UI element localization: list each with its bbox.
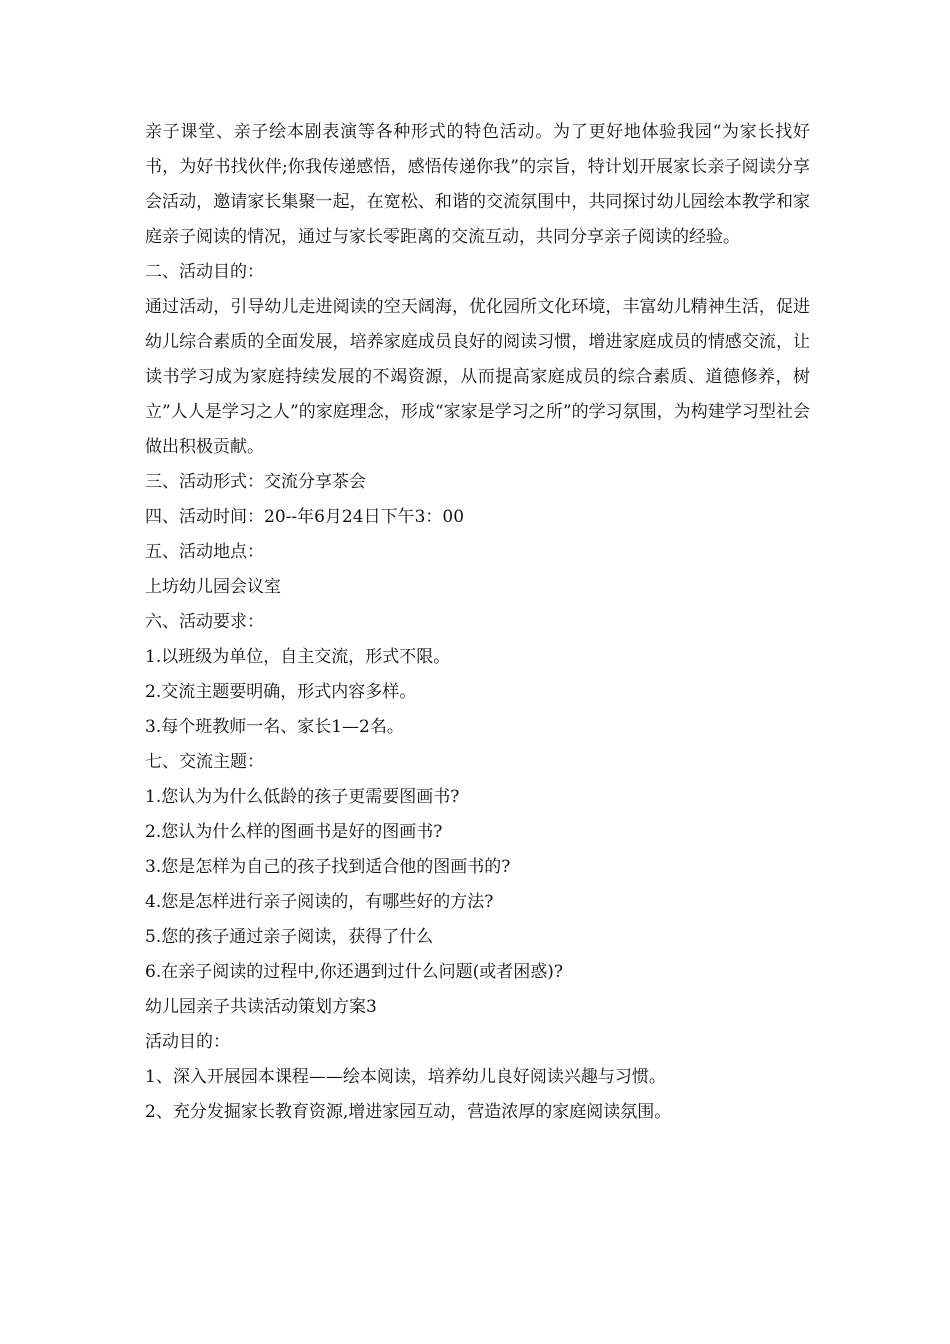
topic-item: 2.您认为什么样的图画书是好的图画书? — [145, 822, 443, 842]
topic-item: 1.您认为为什么低龄的孩子更需要图画书? — [145, 787, 460, 807]
goal-heading: 二、活动目的： — [145, 262, 264, 282]
place-heading: 五、活动地点： — [145, 542, 264, 562]
topics-heading: 七、交流主题： — [145, 752, 264, 772]
plan3-goal-item: 2、充分发掘家长教育资源,增进家园互动，营造浓厚的家庭阅读氛围。 — [145, 1102, 672, 1122]
intro-paragraph: 亲子课堂、亲子绘本剧表演等各种形式的特色活动。为了更好地体验我园“为家长找好书，为好书找伙伴;你我传递感悟，感悟传递你我”的宗旨，特计划开展家长亲子阅读分享会活动，邀请家长集聚一起，在宽松、和谐的交流氛围中，共同探讨幼儿园绘本教学和家庭亲子阅读的情况，通过与家长零距离的交流互动，共同分享亲子阅读的经验。 — [145, 122, 810, 247]
document-page — [145, 115, 810, 1130]
requirements-heading: 六、活动要求： — [145, 612, 264, 632]
topic-item: 4.您是怎样进行亲子阅读的，有哪些好的方法? — [145, 892, 494, 912]
place-text: 上坊幼儿园会议室 — [145, 577, 281, 597]
plan3-goal-heading: 活动目的： — [145, 1032, 230, 1052]
goal-paragraph: 通过活动，引导幼儿走进阅读的空天阔海，优化园所文化环境，丰富幼儿精神生活，促进幼儿综合素质的全面发展，培养家庭成员良好的阅读习惯，增进家庭成员的情感交流，让读书学习成为家庭持续发展的不竭资源，从而提高家庭成员的综合素质、道德修养，树立”人人是学习之人”的家庭理念，形成“家家是学习之所”的学习氛围，为构建学习型社会做出积极贡献。 — [145, 297, 810, 457]
time-line: 四、活动时间：20--年6月24日下午3：00 — [145, 507, 465, 527]
plan3-goal-item: 1、深入开展园本课程——绘本阅读，培养幼儿良好阅读兴趣与习惯。 — [145, 1067, 666, 1087]
requirement-item: 3.每个班教师一名、家长1—2名。 — [145, 717, 404, 737]
topic-item: 3.您是怎样为自己的孩子找到适合他的图画书的? — [145, 857, 511, 877]
requirement-item: 1.以班级为单位，自主交流，形式不限。 — [145, 647, 451, 667]
plan3-title: 幼儿园亲子共读活动策划方案3 — [145, 997, 377, 1017]
form-line: 三、活动形式：交流分享茶会 — [145, 472, 366, 492]
requirement-item: 2.交流主题要明确，形式内容多样。 — [145, 682, 417, 702]
topic-item: 5.您的孩子通过亲子阅读，获得了什么 — [145, 927, 434, 947]
topic-item: 6.在亲子阅读的过程中,你还遇到过什么问题(或者困惑)? — [145, 962, 564, 982]
